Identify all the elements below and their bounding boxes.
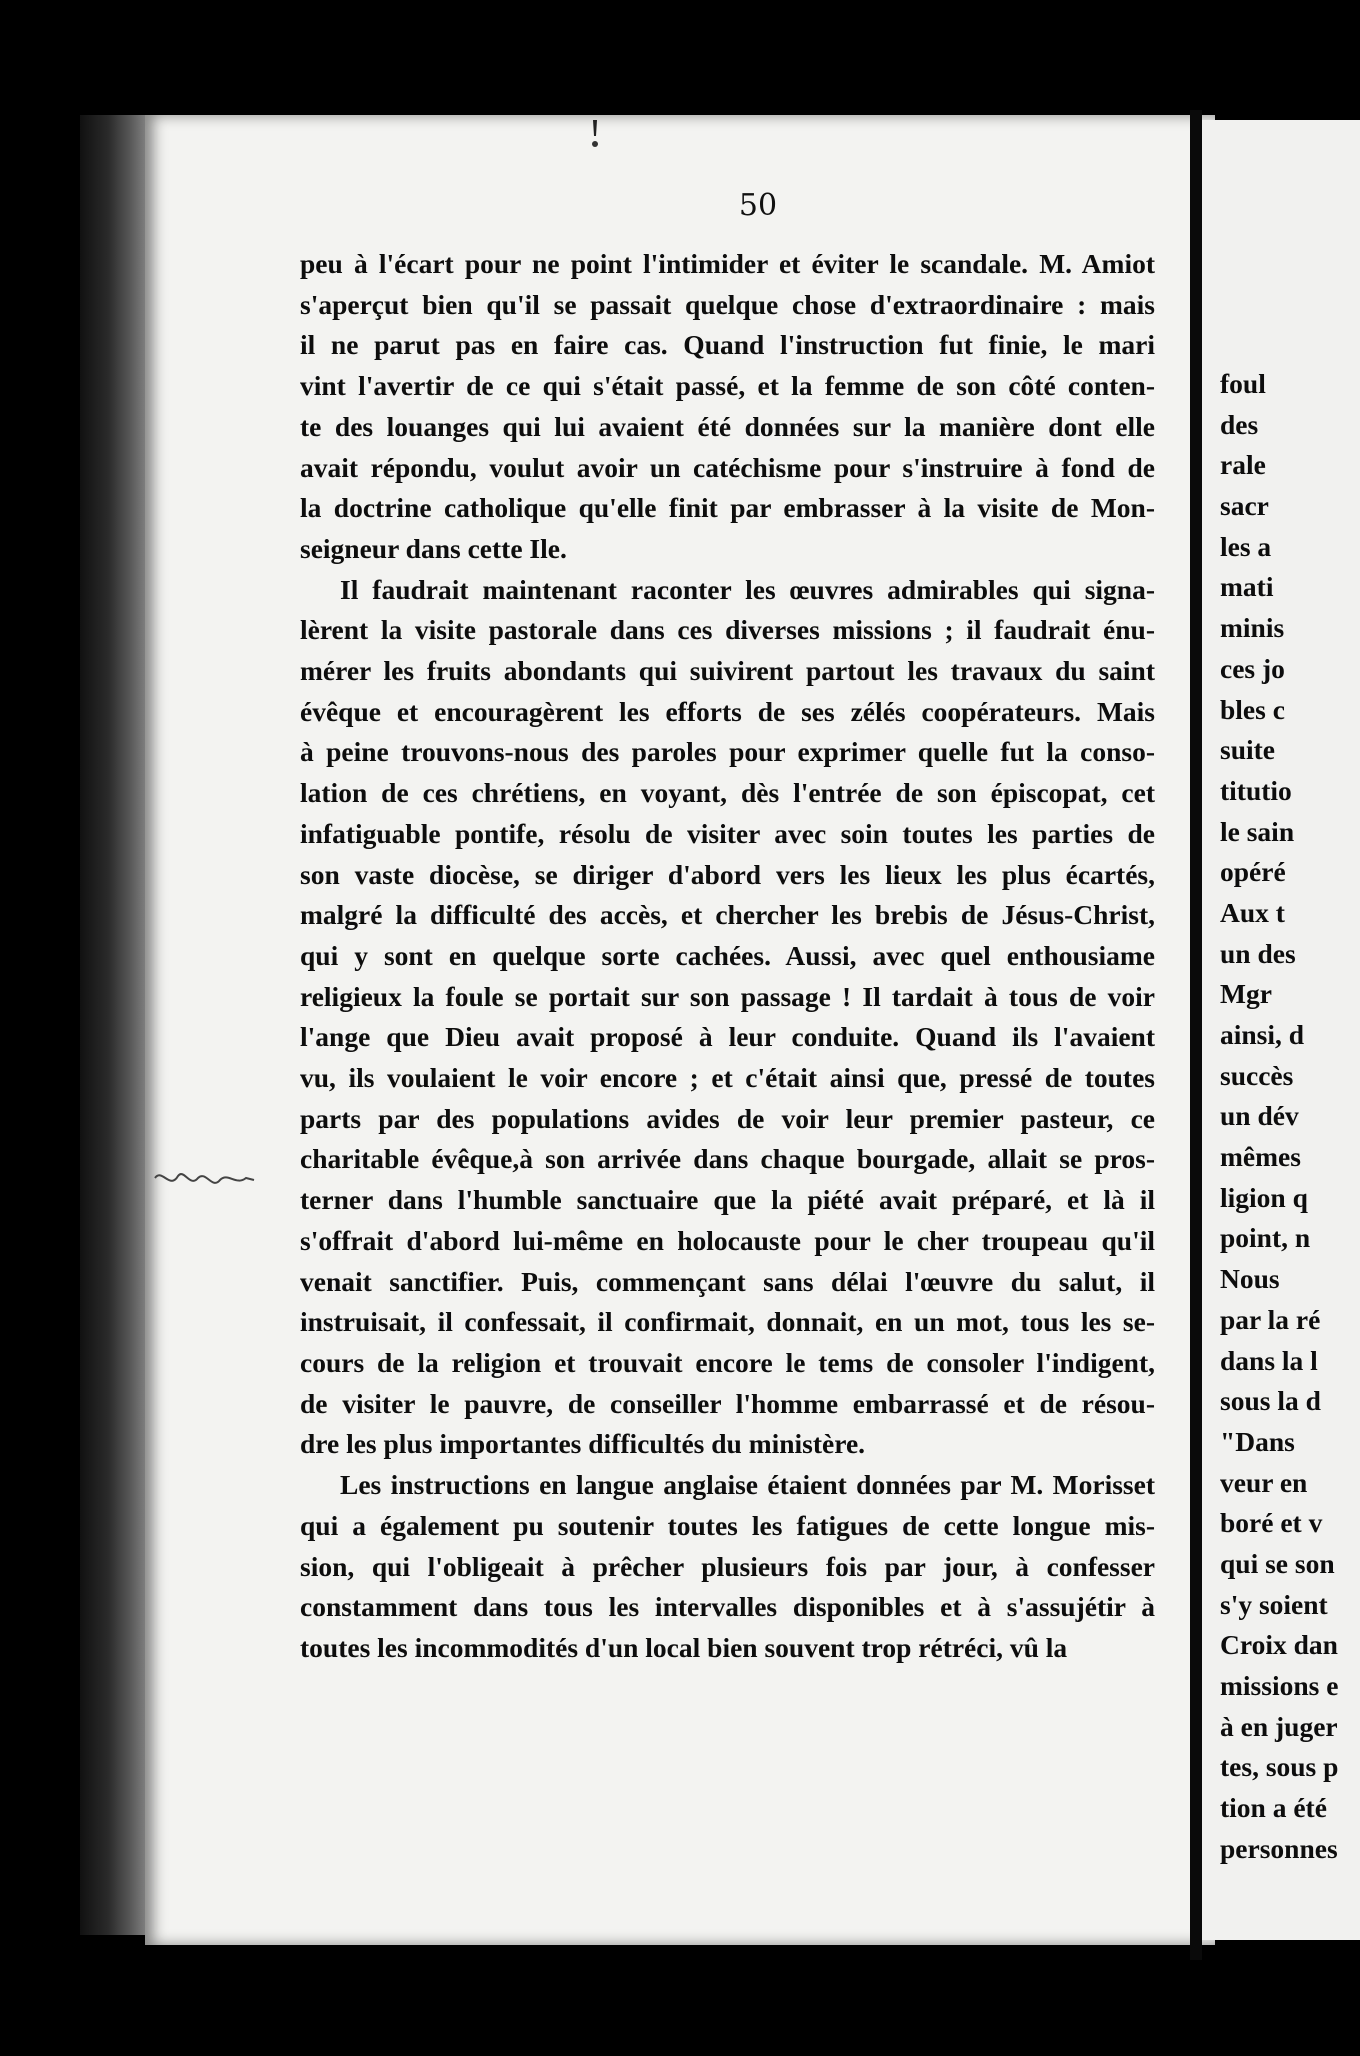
fragment-line: tes, sous p — [1220, 1751, 1339, 1783]
text-line: constamment dans tous les intervalles disponibles et à s'assujétir à — [300, 1591, 1155, 1623]
text-line: te des louanges qui lui avaient été données sur la manière dont elle — [300, 410, 1155, 442]
fragment-line: s'y soient — [1220, 1588, 1328, 1620]
ink-mark — [585, 118, 605, 158]
fragment-line: à en juger — [1220, 1710, 1338, 1742]
fragment-line: mêmes — [1220, 1141, 1301, 1173]
text-line: seigneur dans cette Ile. — [300, 532, 567, 564]
fragment-line: le sain — [1220, 815, 1295, 847]
text-line: la doctrine catholique qu'elle finit par embrasser à la visite de Mon- — [300, 492, 1155, 524]
book-binding — [80, 115, 150, 1935]
fragment-line: foul — [1220, 368, 1266, 399]
page-gutter — [1190, 110, 1202, 1960]
fragment-line: minis — [1220, 612, 1285, 644]
fragment-line: veur en — [1220, 1466, 1308, 1498]
text-line: toutes les incommodités d'un local bien souvent trop rétréci, vû la — [300, 1631, 1068, 1663]
fragment-line: suite — [1220, 734, 1275, 766]
text-line: sion, qui l'obligeait à prêcher plusieurs fois par jour, à confesser — [300, 1550, 1155, 1582]
text-line: infatiguable pontife, résolu de visiter avec soin toutes les parties de — [300, 817, 1155, 849]
text-line: religieux la foule se portait sur son passage ! Il tardait à tous de voir — [300, 980, 1155, 1012]
text-line: Il faudrait maintenant raconter les œuvres admirables qui signa- — [340, 573, 1155, 605]
text-line: qui a également pu soutenir toutes les fatigues de cette longue mis- — [300, 1509, 1155, 1541]
text-line: l'ange que Dieu avait proposé à leur conduite. Quand ils l'avaient — [300, 1021, 1155, 1053]
fragment-line: ainsi, d — [1220, 1019, 1305, 1050]
text-line: cours de la religion et trouvait encore le tems de consoler l'indigent, — [300, 1346, 1155, 1378]
text-line: s'offrait d'abord lui-même en holocauste pour le cher troupeau qu'il — [300, 1224, 1155, 1256]
fragment-line: sous la d — [1220, 1385, 1321, 1417]
fragment-line: tion a été — [1220, 1792, 1327, 1824]
text-line: instruisait, il confessait, il confirmait, donnait, en un mot, tous les se- — [300, 1306, 1155, 1338]
text-line: lèrent la visite pastorale dans ces diverses missions ; il faudrait énu- — [300, 614, 1155, 646]
fragment-line: bles c — [1220, 693, 1285, 725]
text-line: peu à l'écart pour ne point l'intimider et éviter le scandale. M. Amiot — [300, 248, 1155, 279]
fragment-line: par la ré — [1220, 1303, 1321, 1335]
fragment-line: titutio — [1220, 774, 1292, 806]
text-line: malgré la difficulté des accès, et chercher les brebis de Jésus-Christ, — [300, 899, 1155, 931]
fragment-line: des — [1220, 408, 1259, 440]
fragment-line: "Dans — [1220, 1425, 1295, 1457]
handwritten-margin-mark — [150, 1160, 260, 1200]
text-line: charitable évêque,à son arrivée dans chaque bourgade, allait se pros- — [300, 1143, 1155, 1175]
text-line: à peine trouvons-nous des paroles pour exprimer quelle fut la conso- — [300, 736, 1155, 768]
fragment-line: personnes — [1220, 1832, 1338, 1864]
page-number: 50 — [738, 188, 778, 223]
text-line: il ne parut pas en faire cas. Quand l'instruction fut finie, le mari — [300, 329, 1155, 361]
paragraph — [300, 570, 1155, 1465]
paragraph — [300, 1465, 1155, 1669]
text-line: de visiter le pauvre, de conseiller l'homme embarrassé et de résou- — [300, 1387, 1155, 1419]
text-line: avait répondu, voulut avoir un catéchisme pour s'instruire à fond de — [300, 451, 1155, 483]
fragment-line: boré et v — [1220, 1507, 1323, 1539]
fragment-line: Nous — [1220, 1263, 1280, 1295]
paragraph — [300, 244, 1155, 570]
text-line: terner dans l'humble sanctuaire que la piété avait préparé, et là il — [300, 1184, 1155, 1216]
text-line: évêque et encouragèrent les efforts de ses zélés coopérateurs. Mais — [300, 695, 1155, 727]
fragment-line: Mgr — [1220, 978, 1272, 1010]
fragment-line: sacr — [1220, 490, 1269, 522]
text-line: venait sanctifier. Puis, commençant sans délai l'œuvre du salut, il — [300, 1265, 1155, 1297]
text-line: qui y sont en quelque sorte cachées. Aussi, avec quel enthousiame — [300, 939, 1155, 971]
fragment-line: Croix dan — [1220, 1629, 1338, 1661]
text-line: vint l'avertir de ce qui s'était passé, et la femme de son côté conten- — [300, 370, 1155, 402]
page-body-text — [300, 244, 1155, 1669]
fragment-line: un des — [1220, 937, 1296, 969]
text-line: s'aperçut bien qu'il se passait quelque chose d'extraordinaire : mais — [300, 288, 1155, 320]
fragment-line: opéré — [1220, 856, 1286, 888]
fragment-line: rale — [1220, 449, 1266, 481]
text-line: Les instructions en langue anglaise étaient données par M. Morisset — [340, 1469, 1155, 1501]
fragment-line: un dév — [1220, 1100, 1299, 1132]
right-page-fragment — [1202, 120, 1360, 1940]
fragment-line: ces jo — [1220, 652, 1285, 684]
fragment-line: missions e — [1220, 1670, 1339, 1701]
text-line: lation de ces chrétiens, en voyant, dès l'entrée de son épiscopat, cet — [300, 777, 1155, 809]
fragment-line: ligion q — [1220, 1181, 1308, 1213]
fragment-line: dans la l — [1220, 1344, 1318, 1376]
text-line: son vaste diocèse, se diriger d'abord vers les lieux les plus écartés, — [300, 858, 1155, 890]
text-line: dre les plus importantes difficultés du ministère. — [300, 1428, 866, 1460]
fragment-line: les a — [1220, 530, 1272, 562]
fragment-line: mati — [1220, 571, 1274, 603]
fragment-line: Aux t — [1220, 896, 1285, 928]
fragment-line: succès — [1220, 1059, 1294, 1091]
fragment-line: qui se son — [1220, 1547, 1335, 1579]
fragment-line: point, n — [1220, 1222, 1311, 1254]
text-line: mérer les fruits abondants qui suivirent partout les travaux du saint — [300, 655, 1155, 687]
right-page-text — [1220, 364, 1360, 1869]
text-line: vu, ils voulaient le voir encore ; et c'était ainsi que, pressé de toutes — [300, 1062, 1155, 1094]
text-line: parts par des populations avides de voir leur premier pasteur, ce — [300, 1102, 1155, 1134]
